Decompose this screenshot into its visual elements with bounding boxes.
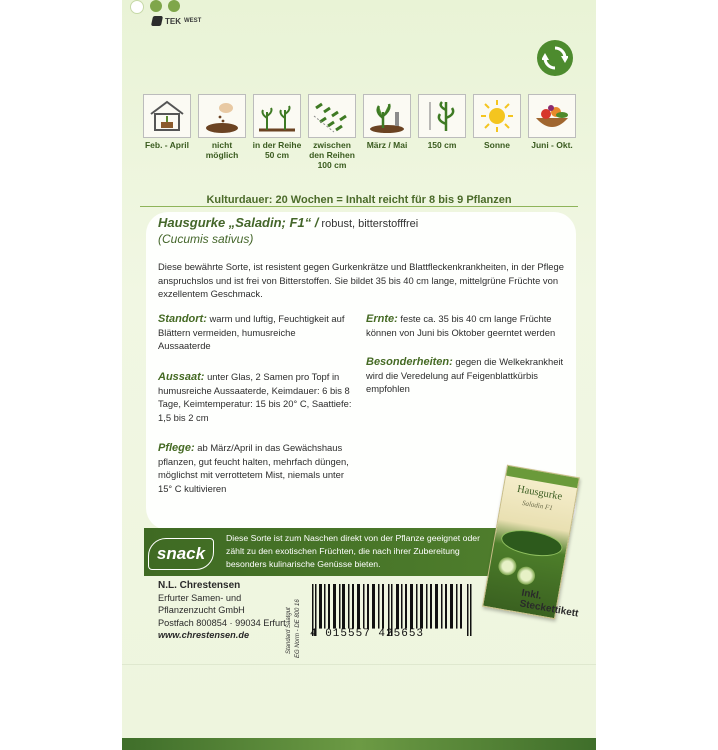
ernte-block: [366, 312, 568, 339]
seed-packet-back: [122, 0, 596, 738]
company-name: N.L. Chrestensen: [158, 580, 241, 591]
aussaat-block: [158, 370, 352, 424]
standort-block: [158, 312, 348, 353]
direct-sowing-icon: [198, 94, 246, 138]
address-line: Pflanzenzucht GmbH: [158, 605, 245, 616]
address-line: Postfach 800854 · 99034 Erfurt: [158, 617, 286, 628]
standort-label: Standort:: [158, 313, 207, 325]
aussaat-text: unter Glas, 2 Samen pro Topf in humusreiche Aussaaterde, Keimdauer: 6 bis 8 Tage, Keimtemperatur: 15 bis 20° C, Saattiefe: 1,5 bis 2 cm: [158, 371, 352, 423]
brand-dot-icon: [130, 0, 144, 14]
tag-subtitle: Saladin F1: [521, 498, 554, 513]
website-link[interactable]: www.chrestensen.de: [158, 629, 250, 640]
standort-text: warm und luftig, Feuchtigkeit auf Blättern vermeiden, humusreiche Aussaaterde: [158, 313, 345, 352]
ernte-text: feste ca. 35 bis 40 cm lange Früchte können von Juni bis Oktober geerntet werden: [366, 313, 556, 339]
brand-dot-icon: [168, 0, 180, 12]
tek-suffix: WEST: [184, 18, 202, 24]
ernte-label: Ernte:: [366, 313, 398, 325]
brand-dot-icon: [150, 0, 162, 12]
product-title: [158, 215, 418, 230]
tag-title: Hausgurke: [516, 483, 563, 503]
cucumber-slice-icon: [516, 565, 537, 586]
culture-arrow: [140, 206, 578, 207]
icon-caption: nicht möglich: [205, 140, 239, 160]
culture-duration: Kulturdauer: 20 Wochen = Inhalt reicht für 8 bis 9 Pflanzen: [206, 194, 512, 206]
aussaat-label: Aussaat:: [158, 371, 205, 383]
height-icon: [418, 94, 466, 138]
snack-logo: snack: [148, 538, 214, 570]
cucumber-icon: [499, 526, 564, 560]
tek-logo: [152, 16, 201, 26]
icon-cell: [417, 94, 467, 170]
cucumber-slice-icon: [497, 556, 518, 577]
icon-cell: [527, 94, 577, 170]
icon-caption: Sonne: [484, 140, 510, 150]
icon-cell: [472, 94, 522, 170]
snack-banner: [144, 528, 496, 576]
planting-icon: [363, 94, 411, 138]
address-line: Erfurter Samen- und: [158, 593, 242, 604]
icon-caption: zwischen den Reihen 100 cm: [309, 140, 355, 170]
icon-caption: Juni - Okt.: [531, 140, 573, 150]
sun-icon: [473, 94, 521, 138]
packet-front-edge: [122, 738, 596, 750]
product-name: Hausgurke „Saladin; F1“ /: [158, 215, 319, 230]
harvest-icon: [528, 94, 576, 138]
row-spacing-icon: [253, 94, 301, 138]
pflege-text: ab März/April in das Gewächshaus pflanzen, gut feucht halten, mehrfach düngen, möglichst mit verrottetem Mist, niemals unter 15° C kultivieren: [158, 442, 349, 494]
besonderheiten-block: [366, 355, 568, 396]
icon-caption: März / Mai: [366, 140, 408, 150]
packet-fold-line: [122, 664, 596, 665]
standard-line: EG Norm - DE 800 16: [295, 599, 301, 658]
product-tagline: robust, bitterstofffrei: [318, 218, 419, 230]
latin-name: (Cucumis sativus): [158, 232, 254, 246]
tek-mark-icon: [151, 16, 163, 26]
standard-line: Standard Saatgut: [286, 607, 292, 654]
address-block: [158, 580, 286, 641]
icon-cell: [197, 94, 247, 170]
icon-caption: Feb. - April: [144, 140, 190, 150]
besonderheiten-text: gegen die Welkekrankheit wird die Veredelung auf Feigenblattkürbis empfohlen: [366, 356, 564, 395]
icon-caption: in der Reihe 50 cm: [252, 140, 302, 160]
pflege-block: [158, 441, 352, 495]
besonderheiten-label: Besonderheiten:: [366, 356, 453, 368]
description: Diese bewährte Sorte, ist resistent gegen Gurkenkrätze und Blattfleckenkrankheiten, in der Pflege anspruchslos und ist frei von Bitterstoffen. Sie bildet 35 bis 40 cm lange, mittelgrüne Früchte von exzellentem Geschmack.: [158, 261, 564, 299]
between-rows-icon: [308, 94, 356, 138]
icon-caption: 150 cm: [427, 140, 457, 150]
icon-cell: [252, 94, 302, 170]
icon-cell: [142, 94, 192, 170]
pflege-label: Pflege:: [158, 442, 195, 454]
green-dot-recycle-icon: [537, 40, 573, 76]
cultivation-icons: [142, 94, 577, 170]
greenhouse-icon: [143, 94, 191, 138]
tek-label: TEK: [165, 16, 181, 26]
snack-text: Diese Sorte ist zum Naschen direkt von der Pflanze geeignet oder zählt zu den exotischen Früchten, die nach ihrer Zubereitung besonders kulinarische Genüsse bieten.: [226, 533, 481, 569]
brand-dots: [130, 0, 180, 14]
icon-cell: [307, 94, 357, 170]
plant-tag-label: Inkl. Steckettikett: [518, 587, 580, 620]
icon-cell: [362, 94, 412, 170]
barcode-number: 4 015557 425653: [310, 628, 425, 640]
